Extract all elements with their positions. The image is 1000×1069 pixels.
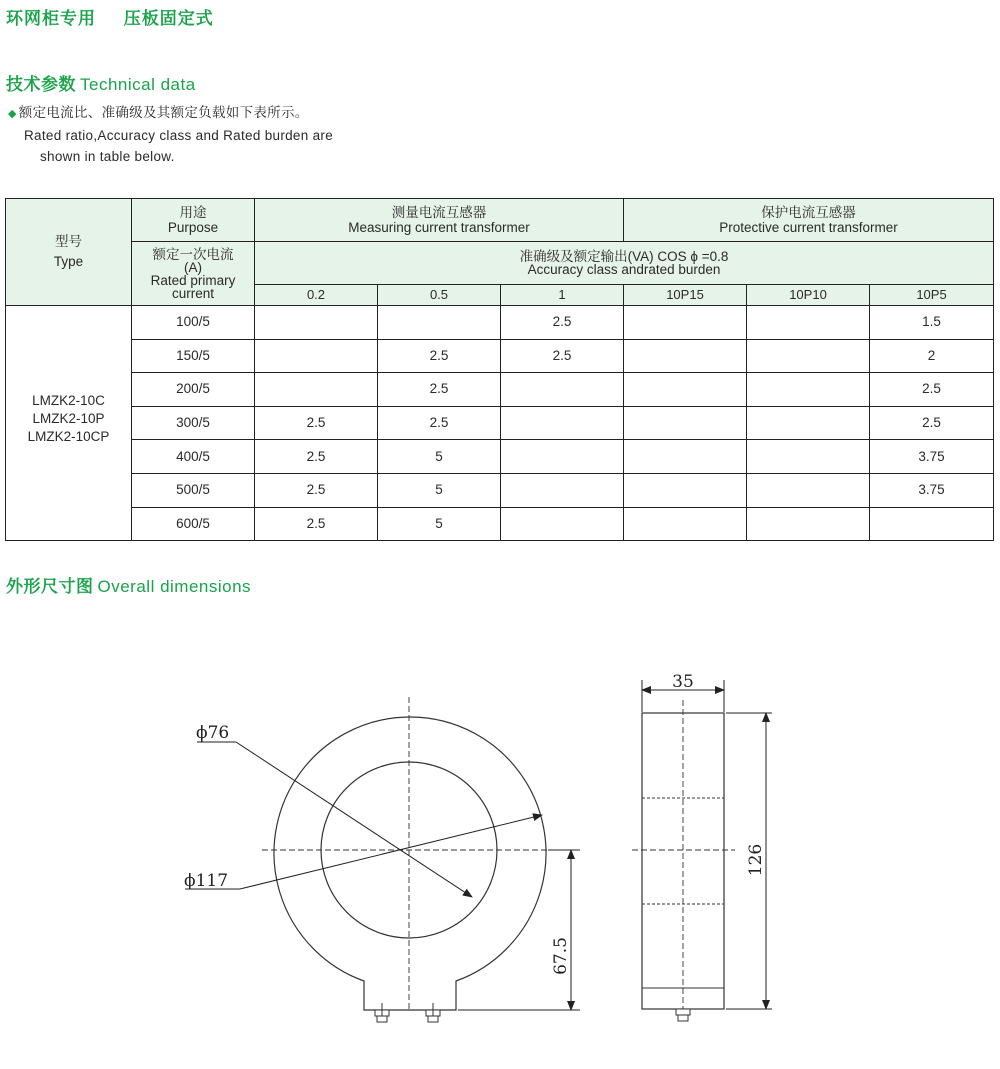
value-cell	[501, 440, 624, 474]
value-cell: 2.5	[255, 406, 378, 440]
protective-header-en: Protective current transformer	[719, 220, 898, 235]
measuring-header	[255, 199, 624, 242]
value-cell: 3.75	[870, 473, 994, 507]
class-header: 0.2	[255, 285, 378, 306]
value-cell	[624, 406, 747, 440]
value-cell: 2.5	[870, 373, 994, 407]
rated-primary-en1: Rated primary	[150, 272, 236, 288]
value-cell	[624, 306, 747, 340]
diameter-76-label: ϕ76	[196, 723, 230, 743]
page-title-part1: 环网柜专用	[6, 9, 96, 28]
height-126-label: 126	[746, 843, 766, 877]
dimensions-heading-en: Overall dimensions	[97, 577, 252, 596]
value-cell	[624, 473, 747, 507]
purpose-header	[132, 199, 255, 242]
terminal-bolt-right	[426, 1003, 440, 1022]
height-67-5-dimension	[458, 850, 580, 1010]
value-cell: 2.5	[501, 306, 624, 340]
value-cell	[624, 339, 747, 373]
overall-dimensions-heading	[6, 572, 251, 597]
accuracy-header-en: Accuracy class andrated burden	[527, 262, 721, 277]
intro-en-line1: Rated ratio,Accuracy class and Rated burden are	[24, 128, 334, 143]
technical-heading-cn: 技术参数	[6, 75, 76, 94]
value-cell	[747, 473, 870, 507]
table-row	[6, 406, 994, 440]
value-cell	[747, 306, 870, 340]
value-cell: 2.5	[378, 406, 501, 440]
ratio-cell: 500/5	[132, 473, 255, 507]
value-cell: 2.5	[255, 473, 378, 507]
intro-cn: 额定电流比、准确级及其额定负载如下表所示。	[18, 105, 309, 120]
value-cell	[747, 440, 870, 474]
type-header	[6, 199, 132, 306]
accuracy-header	[255, 242, 994, 285]
spec-table	[5, 198, 994, 541]
technical-heading-en: Technical data	[80, 75, 196, 94]
measuring-header-en: Measuring current transformer	[348, 220, 530, 235]
table-row	[6, 373, 994, 407]
model-name: LMZK2-10P	[32, 411, 105, 427]
value-cell	[378, 306, 501, 340]
value-cell: 5	[378, 507, 501, 541]
value-cell: 2.5	[501, 339, 624, 373]
rated-primary-header	[132, 242, 255, 306]
ratio-cell: 600/5	[132, 507, 255, 541]
value-cell	[624, 373, 747, 407]
side-view	[632, 700, 735, 1021]
class-header: 10P10	[747, 285, 870, 306]
accuracy-header-cn: 准确级及额定输出(VA) COS ϕ =0.8	[519, 249, 729, 264]
height-67-5-label: 67.5	[551, 937, 571, 975]
class-header: 10P5	[870, 285, 994, 306]
value-cell	[255, 373, 378, 407]
rated-primary-cn: 额定一次电流	[152, 246, 234, 262]
class-header: 0.5	[378, 285, 501, 306]
purpose-header-en: Purpose	[167, 220, 219, 235]
dimension-drawing	[0, 600, 1000, 1069]
diameter-117-label: ϕ117	[184, 871, 229, 891]
front-view	[262, 697, 580, 1022]
value-cell	[624, 440, 747, 474]
intro-text	[8, 102, 333, 167]
type-header-en: Type	[53, 254, 84, 269]
value-cell	[747, 373, 870, 407]
ratio-cell: 150/5	[132, 339, 255, 373]
table-row	[6, 507, 994, 541]
dimensions-heading-cn: 外形尺寸图	[6, 577, 94, 596]
table-row	[6, 440, 994, 474]
protective-header	[624, 199, 994, 242]
intro-en-line2: shown in table below.	[40, 149, 175, 164]
purpose-header-cn: 用途	[179, 205, 207, 220]
value-cell: 2.5	[255, 507, 378, 541]
value-cell	[624, 507, 747, 541]
page-title-part2: 压板固定式	[123, 9, 214, 28]
value-cell	[501, 373, 624, 407]
ratio-cell: 200/5	[132, 373, 255, 407]
outer-ring	[274, 717, 546, 1010]
value-cell: 5	[378, 473, 501, 507]
table-row	[6, 473, 994, 507]
page-title	[6, 4, 214, 29]
side-terminal-bolt	[676, 1009, 690, 1021]
value-cell	[255, 306, 378, 340]
model-name: LMZK2-10C	[32, 393, 105, 409]
rated-primary-en2: current	[171, 285, 215, 301]
measuring-header-cn: 测量电流互感器	[391, 205, 487, 220]
value-cell	[501, 406, 624, 440]
class-header: 10P15	[624, 285, 747, 306]
terminal-bolt-left	[375, 1003, 389, 1022]
value-cell: 5	[378, 440, 501, 474]
class-header: 1	[501, 285, 624, 306]
value-cell	[255, 339, 378, 373]
value-cell	[501, 473, 624, 507]
value-cell	[747, 339, 870, 373]
ratio-cell: 400/5	[132, 440, 255, 474]
protective-header-cn: 保护电流互感器	[761, 205, 856, 220]
value-cell: 2.5	[870, 406, 994, 440]
value-cell: 1.5	[870, 306, 994, 340]
value-cell	[501, 507, 624, 541]
table-row	[6, 339, 994, 373]
value-cell	[747, 507, 870, 541]
width-35-label: 35	[672, 672, 694, 692]
value-cell: 2.5	[378, 373, 501, 407]
value-cell	[870, 507, 994, 541]
model-name: LMZK2-10CP	[27, 429, 110, 445]
model-cell	[6, 306, 132, 541]
rated-primary-unit: (A)	[184, 259, 202, 275]
table-row	[6, 306, 994, 340]
diamond-bullet-icon: ◆	[8, 108, 17, 120]
value-cell: 2.5	[255, 440, 378, 474]
type-header-cn: 型号	[55, 234, 82, 249]
value-cell	[747, 406, 870, 440]
value-cell: 2	[870, 339, 994, 373]
ratio-cell: 100/5	[132, 306, 255, 340]
technical-data-heading	[6, 70, 196, 95]
value-cell: 3.75	[870, 440, 994, 474]
value-cell: 2.5	[378, 339, 501, 373]
ratio-cell: 300/5	[132, 406, 255, 440]
